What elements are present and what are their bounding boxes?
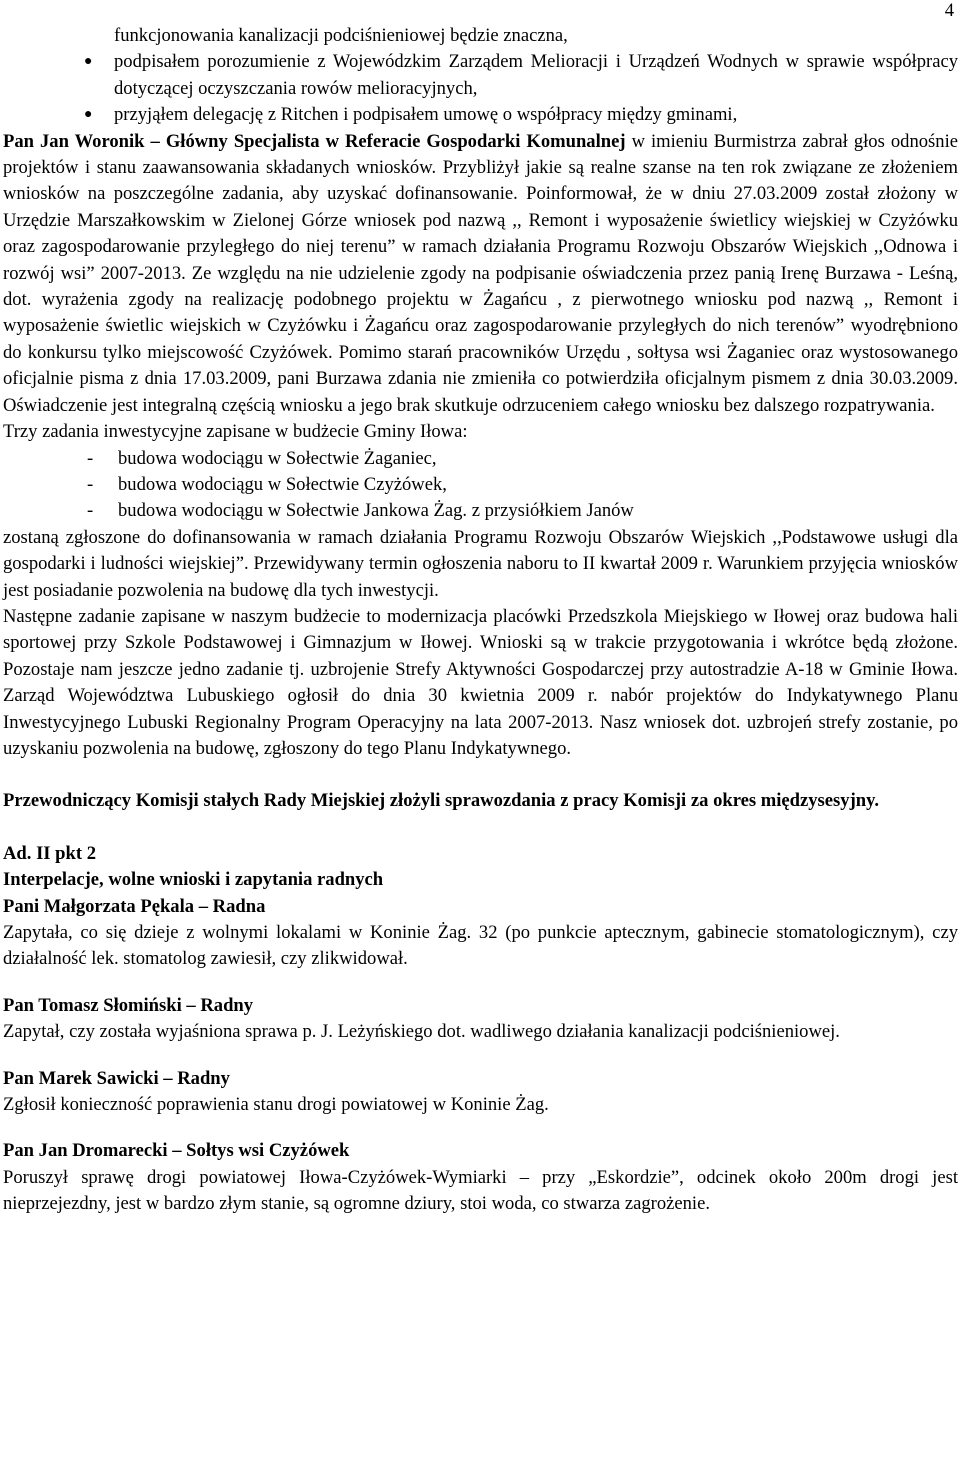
speaker-text: Zapytała, co się dzieje z wolnymi lokalami w Koninie Żag. 32 (po punkcie aptecznym, gabinecie stomatologicznym), czy działalność lek. stomatolog zawiesił, czy zlikwidował.	[3, 922, 958, 970]
speaker-text: w imieniu Burmistrza zabrał głos odnośnie projektów i stanu zaawansowania składanych wniosków. Przybliżył jakie są realne szanse na ten rok związane ze złożeniem wniosków na poszczególne zadania, aby uzyskać dofinansowanie. Poinformował, że w dniu 27.03.2009 został złożony w Urzędzie Marszałkowskim w Zielonej Górze wniosek pod nazwą ,, Remont i wyposażenie świetlicy wiejskiej w Czyżówku oraz zagospodarowanie przyległego do niej terenu” w ramach działania Programu Rozwoju Obszarów Wiejskich ,,Odnowa i rozwój wsi” 2007-2013. Ze względu na nie udzielenie zgody na podpisanie oświadczenia przez panią Irenę Burzawa - Leśną, dot. wyrażenia zgody na realizację podobnego projektu w Żagańcu , z pierwotnego wniosku pod nazwą ,, Remont i wyposażenie świetlic wiejskich w Czyżówku i Żagańcu oraz zagospodarowanie przyległych do nich terenów” wyodrębniono do konkursu tylko miejscowość Czyżówek. Pomimo starań pracowników Urzędu , sołtysa wsi Żaganiec oraz wystosowanego oficjalnie pisma z dnia 17.03.2009, pani Burzawa zdania nie zmieniła co potwierdziła oficjalnym pismem z dnia 30.03.2009. Oświadczenie jest integralną częścią wniosku a jego brak skutkuje odrzuceniem całego wniosku bez dalszego rozpatrywania.	[3, 130, 958, 416]
task-text: budowa wodociągu w Sołectwie Czyżówek,	[118, 473, 447, 495]
section-label: Ad. II pkt 2	[3, 842, 97, 864]
task-item	[3, 446, 958, 472]
task-text: budowa wodociągu w Sołectwie Żaganiec,	[118, 447, 437, 469]
document-content	[3, 23, 958, 1218]
dash-marker: -	[87, 500, 94, 522]
task-item	[3, 498, 958, 524]
tasks-intro: Trzy zadania inwestycyjne zapisane w budżecie Gminy Iłowa:	[3, 421, 468, 443]
committees-paragraph: Przewodniczący Komisji stałych Rady Miejskiej złożyli sprawozdania z pracy Komisji za okres międzysesyjny.	[3, 790, 880, 812]
bullet-list	[3, 49, 958, 128]
spacer	[3, 973, 958, 993]
speaker-name: Pan Jan Woronik – Główny Specjalista w Referacie Gospodarki Komunalnej	[3, 130, 626, 152]
task-item	[3, 472, 958, 498]
dash-marker: -	[87, 473, 94, 495]
continuation-text: funkcjonowania kanalizacji podciśnieniowej będzie znaczna,	[114, 25, 568, 46]
speaker-name: Pan Tomasz Słomiński – Radny	[3, 994, 254, 1016]
bullet-item	[3, 49, 958, 102]
speaker-name: Pani Małgorzata Pękala – Radna	[3, 895, 266, 917]
bullet-text: przyjąłem delegację z Ritchen i podpisałem umowę o współpracy między gminami,	[114, 104, 738, 126]
bullet-text: podpisałem porozumienie z Wojewódzkim Zarządem Melioracji i Urządzeń Wodnych w sprawie współpracy dotyczącej oczyszczania rowów melioracyjnych,	[114, 51, 958, 99]
spacer	[3, 762, 958, 788]
speaker-text: Poruszył sprawę drogi powiatowej Iłowa-Czyżówek-Wymiarki – przy „Eskordzie”, odcinek około 200m drogi jest nieprzejezdny, jest w bardzo złym stanie, są ogromne dziury, stoi woda, co stwarza zagrożenie.	[3, 1166, 958, 1215]
dash-marker: -	[87, 447, 94, 469]
spacer	[3, 1046, 958, 1066]
spacer	[3, 815, 958, 841]
woronik-paragraph	[3, 129, 958, 419]
speaker-text: Zapytał, czy została wyjaśniona sprawa p. J. Leżyńskiego dot. wadliwego działania kanalizacji podciśnieniowej.	[3, 1021, 840, 1043]
speaker-name: Pan Jan Dromarecki – Sołtys wsi Czyżówek	[3, 1140, 350, 1162]
speaker-name: Pan Marek Sawicki – Radny	[3, 1067, 230, 1089]
spacer	[3, 1118, 958, 1138]
tasks-after-text: zostaną zgłoszone do dofinansowania w ramach działania Programu Rozwoju Obszarów Wiejskich ,,Podstawowe usługi dla gospodarki i ludności wiejskiej”. Przewidywany termin ogłoszenia naboru to II kwartał 2009 r. Warunkiem przyjęcia wniosków jest posiadanie pozwolenia na budowę dla tych inwestycji.	[3, 526, 958, 601]
page-number: 4	[944, 0, 954, 21]
tasks-list	[3, 446, 958, 525]
bullet-icon: ●	[84, 107, 93, 123]
speaker-text: Zgłosił konieczność poprawienia stanu drogi powiatowej w Koninie Żag.	[3, 1094, 549, 1116]
bullet-item	[3, 102, 958, 128]
next-task-paragraph: Następne zadanie zapisane w naszym budżecie to modernizacja placówki Przedszkola Miejskiego w Iłowej oraz budowa hali sportowej przy Szkole Podstawowej i Gimnazjum w Iłowej. Wnioski są w trakcie przygotowania i wkrótce będą złożone. Pozostaje nam jeszcze jedno zadanie tj. uzbrojenie Strefy Aktywności Gospodarczej przy autostradzie A-18 w Gminie Iłowa. Zarząd Województwa Lubuskiego ogłosił do dnia 30 kwietnia 2009 r. nabór projektów do Indykatywnego Planu Inwestycyjnego Lubuski Regionalny Program Operacyjny na lata 2007-2013. Nasz wniosek dot. uzbrojeń strefy zostanie, po uzyskaniu pozwolenia na budowę, zgłoszony do tego Planu Indykatywnego.	[3, 605, 958, 759]
task-text: budowa wodociągu w Sołectwie Jankowa Żag. z przysiółkiem Janów	[118, 500, 634, 522]
section-title: Interpelacje, wolne wnioski i zapytania radnych	[3, 869, 384, 891]
bullet-icon: ●	[84, 54, 93, 70]
